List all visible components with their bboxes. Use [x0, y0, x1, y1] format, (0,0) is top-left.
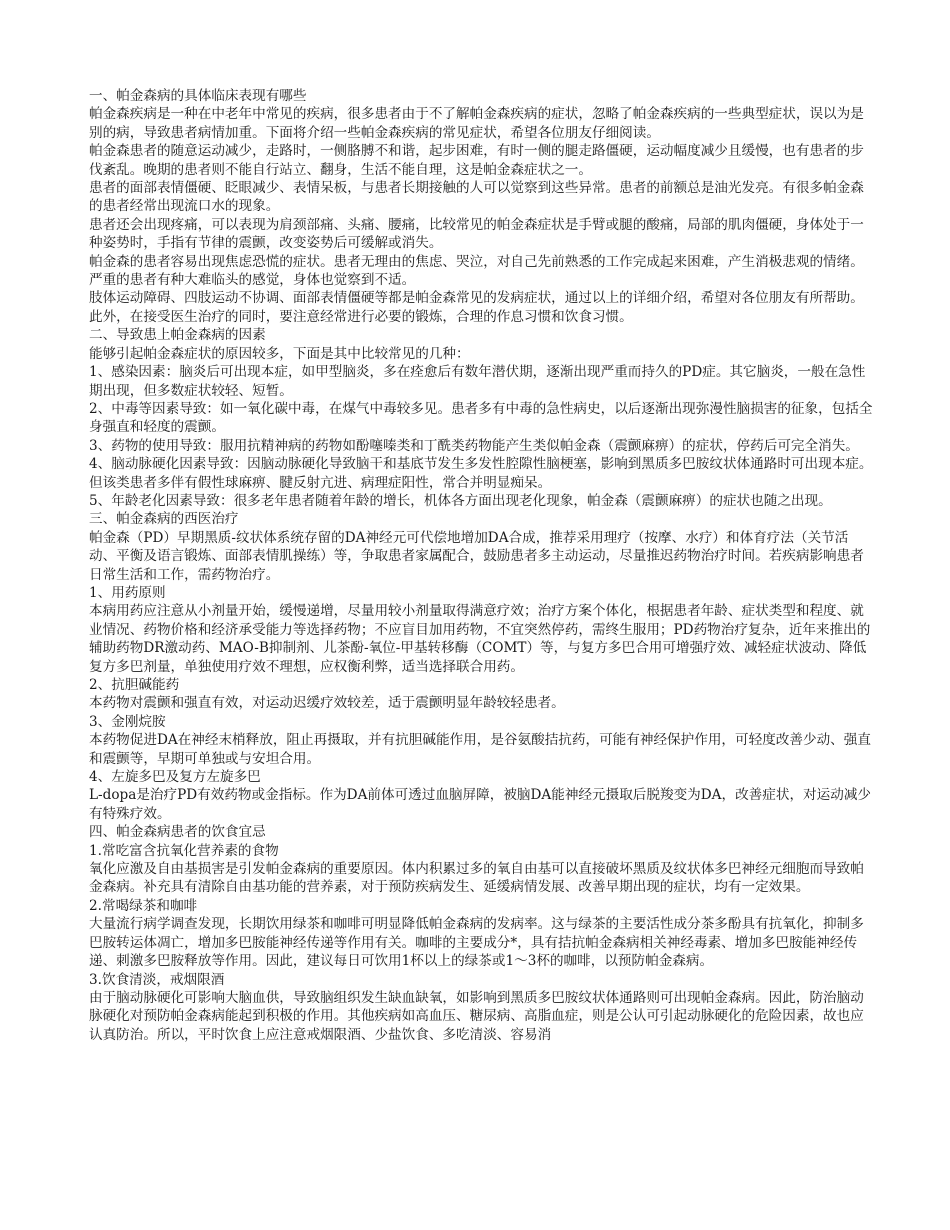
section-heading: 二、导致患上帕金森病的因素 — [89, 327, 266, 344]
paragraph: 由于脑动脉硬化可影响大脑血供，导致脑组织发生缺血缺氧，如影响到黑质多巴胺纹状体通路则可出现帕金森病。因此，防治脑动脉硬化对预防帕金森病能起到积极的作用。其他疾病如高血压、糖尿病、高脂血症，则是公认可引起动脉硬化的危险因素，故也应认真防治。所以，平时饮食上应注意戒烟限酒、少盐饮食、多吃清淡、容易消 — [89, 989, 864, 1043]
section-heading: 三、帕金森病的西医治疗 — [89, 511, 239, 528]
paragraph: 本药物对震颤和强直有效，对运动迟缓疗效较差，适于震颤明显年龄较轻患者。 — [89, 695, 565, 712]
paragraph: L-dopa是治疗PD有效药物或金指标。作为DA前体可透过血脑屏障，被脑DA能神经元摄取后脱羧变为DA，改善症状，对运动减少有特殊疗效。 — [89, 787, 872, 822]
paragraph: 帕金森（PD）早期黑质-纹状体系统存留的DA神经元可代偿地增加DA合成，推荐采用理疗（按摩、水疗）和体育疗法（关节活动、平衡及语言锻炼、面部表情肌操练）等，争取患者家属配合，鼓励患者多主动运动，尽量推迟药物治疗时间。若疾病影响患者日常生活和工作，需药物治疗。 — [89, 529, 864, 583]
section-heading: 2、抗胆碱能药 — [89, 677, 180, 693]
paragraph: 肢体运动障碍、四肢运动不协调、面部表情僵硬等都是帕金森常见的发病症状，通过以上的详细介绍，希望对各位朋友有所帮助。此外，在接受医生治疗的同时，要注意经常进行必要的锻炼，合理的作息习惯和饮食习惯。 — [89, 290, 864, 325]
paragraph: 患者的面部表情僵硬、眨眼减少、表情呆板，与患者长期接触的人可以觉察到这些异常。患者的前额总是油光发亮。有很多帕金森的患者经常出现流口水的现象。 — [89, 180, 864, 215]
section-heading: 3.饮食清淡，戒烟限酒 — [89, 971, 225, 988]
paragraph: 1、感染因素：脑炎后可出现本症，如甲型脑炎，多在痊愈后有数年潜伏期，逐渐出现严重而持久的PD症。其它脑炎，一般在急性期出现，但多数症状较轻、短暂。 — [89, 364, 866, 399]
section-heading: 一、帕金森病的具体临床表现有哪些 — [89, 88, 307, 104]
paragraph: 帕金森的患者容易出现焦虑恐慌的症状。患者无理由的焦虑、哭泣，对自己先前熟悉的工作完成起来困难，产生消极悲观的情绪。严重的患者有种大难临头的感觉，身体也觉察到不适。 — [89, 253, 864, 289]
paragraph: 本病用药应注意从小剂量开始，缓慢递增，尽量用较小剂量取得满意疗效；治疗方案个体化，根据患者年龄、症状类型和程度、就业情况、药物价格和经济承受能力等选择药物；不应盲目加用药物，不宜突然停药，需终生服用；PD药物治疗复杂，近年来推出的辅助药物DR激动药、MAO-B抑制剂、儿茶酚-氧位-甲基转移酶（COMT）等，与复方多巴合用可增强疗效、减轻症状波动、降低复方多巴剂量，单独使用疗效不理想，应权衡利弊，适当选择联合用药。 — [89, 603, 871, 675]
paragraph: 大量流行病学调查发现，长期饮用绿茶和咖啡可明显降低帕金森病的发病率。这与绿茶的主要活性成分茶多酚具有抗氧化，抑制多巴胺转运体凋亡，增加多巴胺能神经传递等作用有关。咖啡的主要成分*，具有拮抗帕金森病相关神经毒素、增加多巴胺能神经传递、刺激多巴胺释放等作用。因此，建议每日可饮用1杯以上的绿茶或1～3杯的咖啡，以预防帕金森病。 — [89, 916, 864, 970]
paragraph: 2、中毒等因素导致：如一氧化碳中毒，在煤气中毒较多见。患者多有中毒的急性病史，以后逐渐出现弥漫性脑损害的征象，包括全身强直和轻度的震颤。 — [89, 400, 873, 436]
section-heading: 1.常吃富含抗氧化营养素的食物 — [89, 842, 279, 859]
document-body — [89, 87, 874, 1044]
paragraph: 能够引起帕金森症状的原因较多，下面是其中比较常见的几种： — [89, 345, 470, 362]
section-heading: 2.常喝绿茶和咖啡 — [89, 897, 198, 914]
paragraph: 4、脑动脉硬化因素导致：因脑动脉硬化导致脑干和基底节发生多发性腔隙性脑梗塞，影响到黑质多巴胺纹状体通路时可出现本症。但该类患者多伴有假性球麻痹、腱反射亢进、病理症阳性，常合并明显痴呆。 — [89, 456, 873, 491]
section-heading: 四、帕金森病患者的饮食宜忌 — [89, 824, 266, 841]
paragraph: 帕金森疾病是一种在中老年中常见的疾病，很多患者由于不了解帕金森疾病的症状，忽略了帕金森疾病的一些典型症状，误以为是别的病，导致患者病情加重。下面将介绍一些帕金森疾病的常见症状，希望各位朋友仔细阅读。 — [89, 106, 864, 141]
paragraph: 本药物促进DA在神经末梢释放，阻止再摄取，并有抗胆碱能作用，是谷氨酸拮抗药，可能有神经保护作用，可轻度改善少动、强直和震颤等，早期可单独或与安坦合用。 — [89, 732, 871, 767]
paragraph: 5、年龄老化因素导致：很多老年患者随着年龄的增长，机体各方面出现老化现象，帕金森（震颤麻痹）的症状也随之出现。 — [89, 492, 832, 509]
paragraph: 3、药物的使用导致：服用抗精神病的药物如酚噻嗪类和丁酰类药物能产生类似帕金森（震颤麻痹）的症状，停药后可完全消失。 — [89, 437, 859, 454]
paragraph: 帕金森患者的随意运动减少，走路时，一侧胳膊不和谐，起步困难，有时一侧的腿走路僵硬，运动幅度减少且缓慢，也有患者的步伐紊乱。晚期的患者则不能自行站立、翻身，生活不能自理，这是帕金森症状之一。 — [89, 143, 864, 178]
paragraph: 氧化应激及自由基损害是引发帕金森病的重要原因。体内积累过多的氧自由基可以直接破坏黑质及纹状体多巴神经元细胞而导致帕金森病。补充具有清除自由基功能的营养素，对于预防疾病发生、延缓病情发展、改善早期出现的症状，均有一定效果。 — [89, 861, 864, 896]
section-heading: 3、金刚烷胺 — [89, 713, 166, 730]
section-heading: 4、左旋多巴及复方左旋多巴 — [89, 769, 261, 786]
paragraph: 患者还会出现疼痛，可以表现为肩颈部痛、头痛、腰痛，比较常见的帕金森症状是手臂或腿的酸痛，局部的肌肉僵硬，身体处于一种姿势时，手指有节律的震颤，改变姿势后可缓解或消失。 — [89, 216, 864, 252]
section-heading: 1、用药原则 — [89, 584, 166, 601]
